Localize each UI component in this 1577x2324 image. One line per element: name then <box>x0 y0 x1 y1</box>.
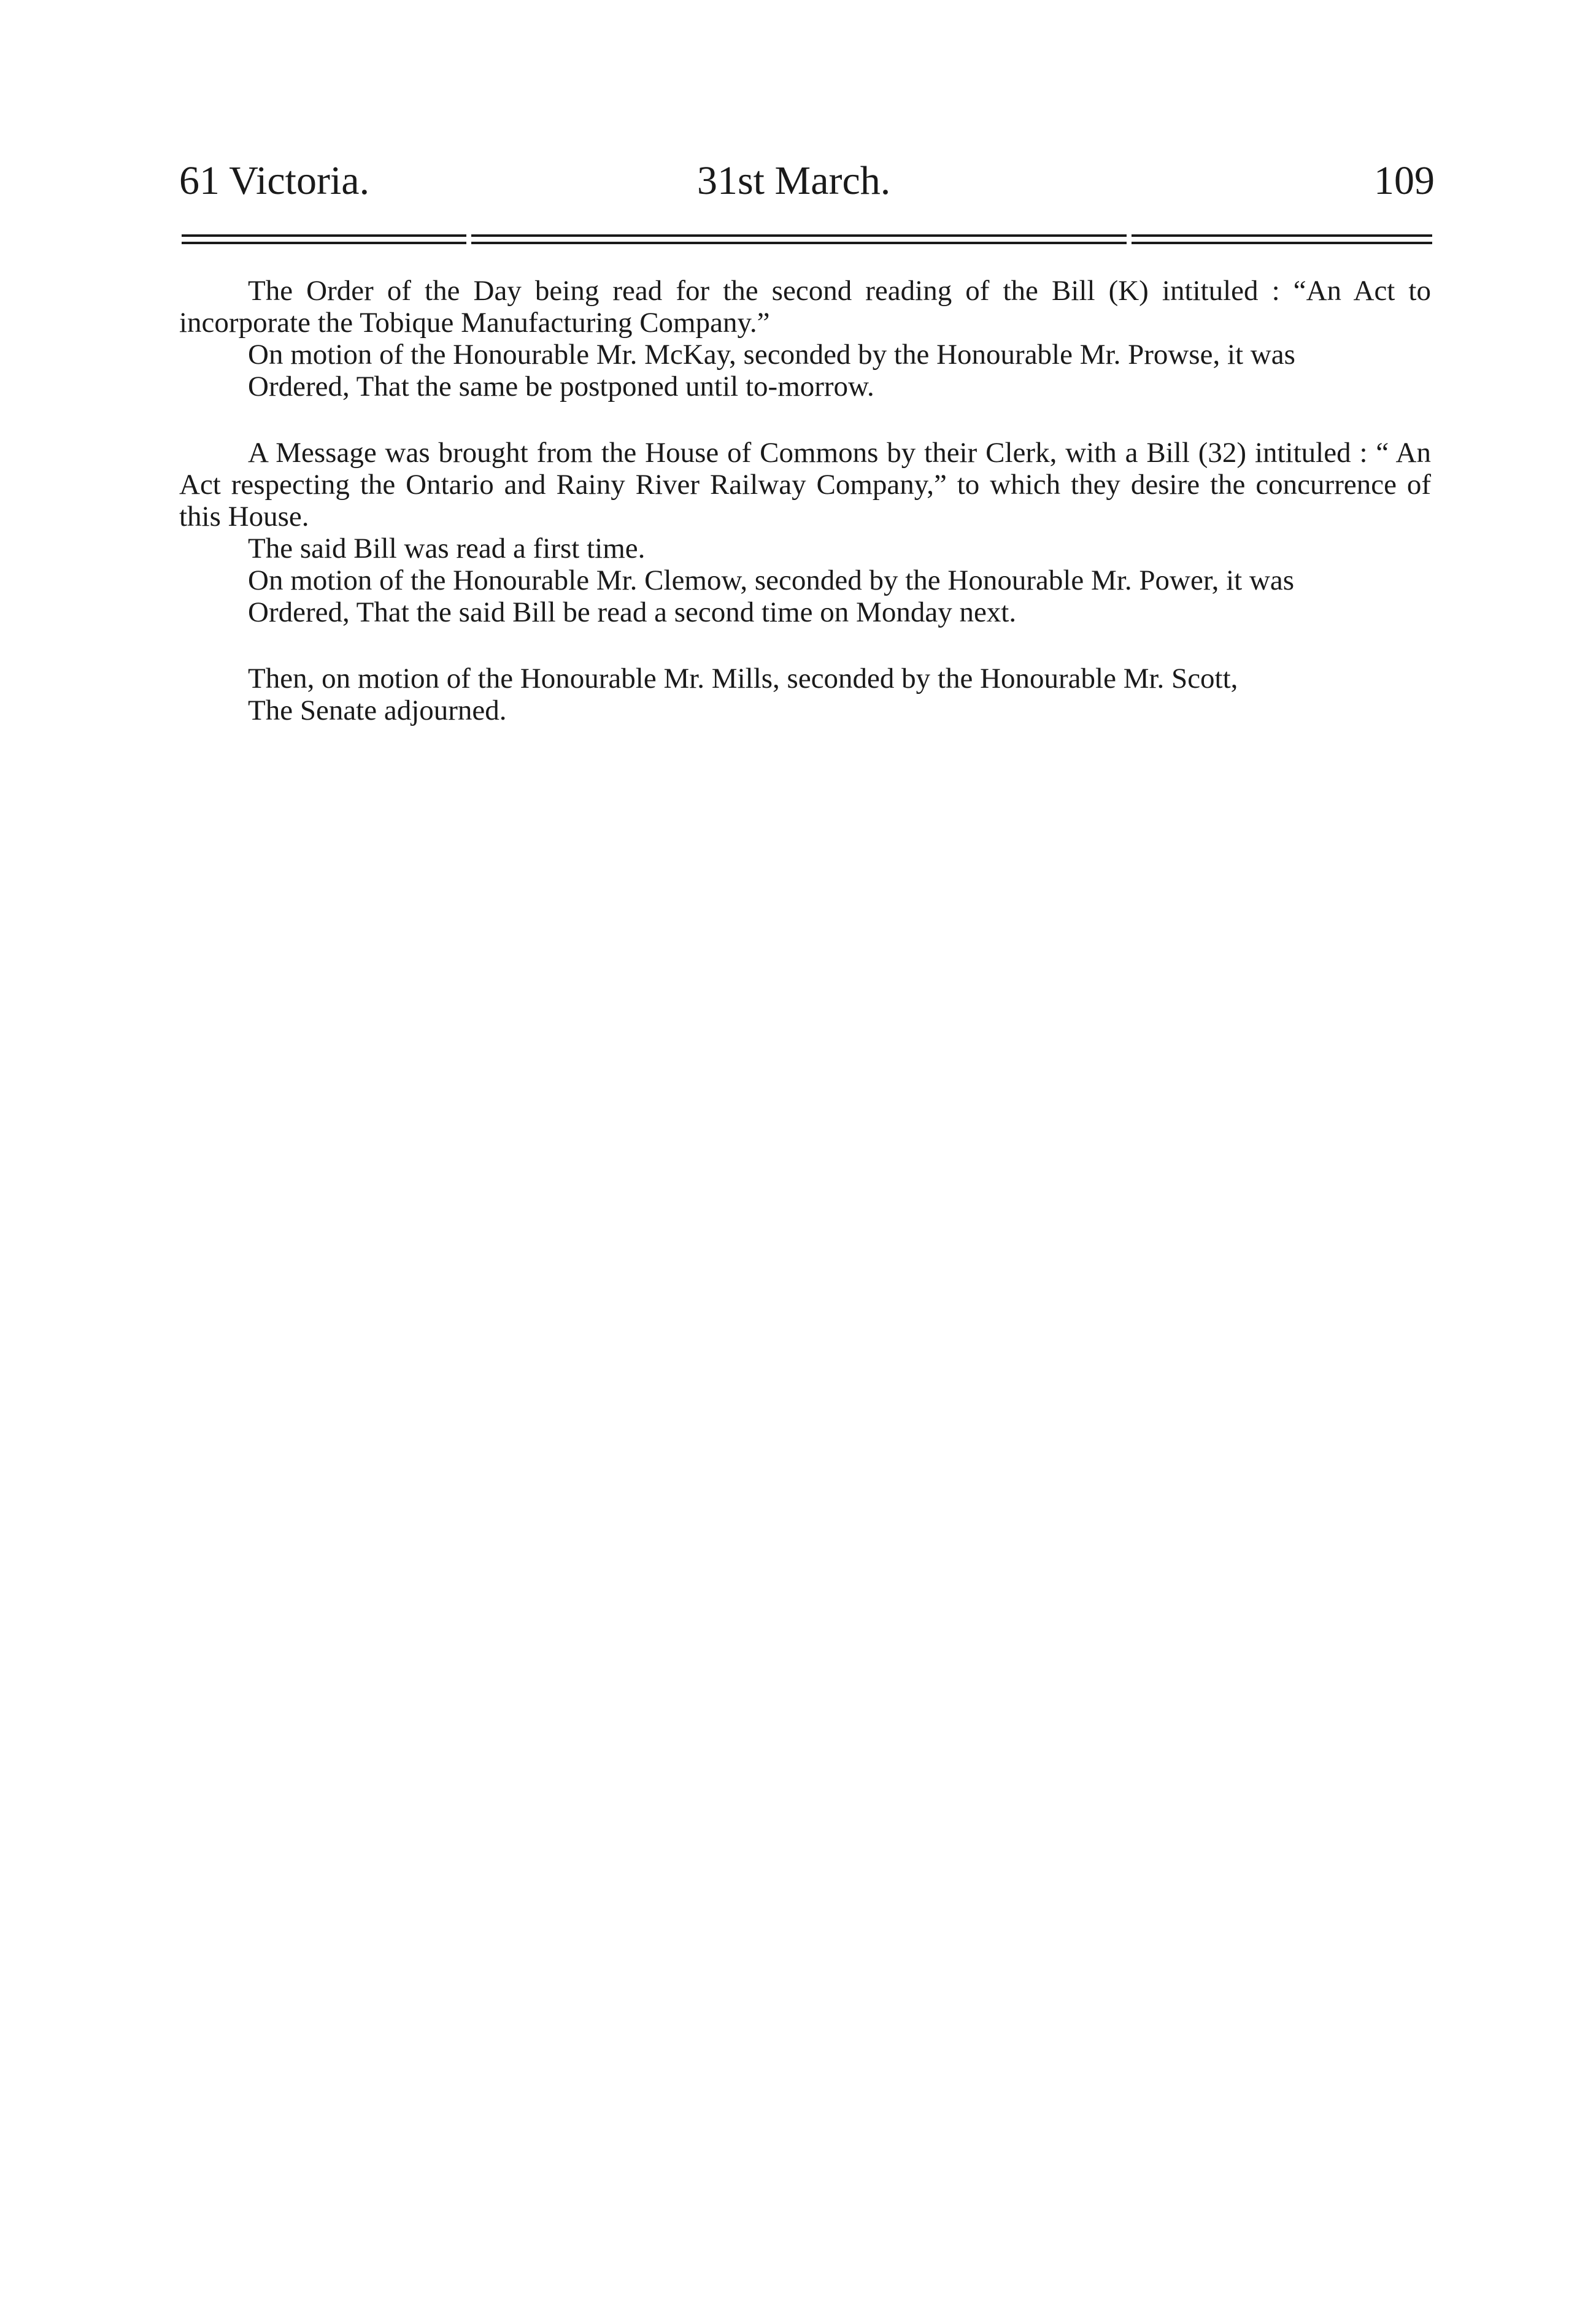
paragraph-senate-adjourned: The Senate adjourned. <box>248 695 507 726</box>
paragraph-message-commons: A Message was brought from the House of Commons by their Clerk, with a Bill (32) intituled : “ An Act respecting the Ontario and Rainy River Railway Company,” to which they desire the concurrence of this House. <box>179 437 1431 533</box>
running-head <box>179 153 1435 209</box>
header-date: 31st March. <box>697 158 891 203</box>
rule-segment <box>1132 233 1432 245</box>
paragraph-motion-mills: Then, on motion of the Honourable Mr. Mills, seconded by the Honourable Mr. Scott, <box>248 663 1238 695</box>
journal-body <box>179 275 1431 726</box>
header-double-rule <box>182 233 1432 245</box>
rule-segment <box>471 233 1127 245</box>
paragraph-ordered-postponed: Ordered, That the same be postponed until to-morrow. <box>248 371 874 402</box>
page-number: 109 <box>1374 158 1435 203</box>
paragraph-motion-mckay: On motion of the Honourable Mr. McKay, seconded by the Honourable Mr. Prowse, it was <box>248 339 1295 371</box>
rule-segment <box>182 233 466 245</box>
header-session: 61 Victoria. <box>179 158 370 203</box>
paragraph-first-reading: The said Bill was read a first time. <box>248 533 646 564</box>
paragraph-motion-clemow: On motion of the Honourable Mr. Clemow, seconded by the Honourable Mr. Power, it was <box>248 564 1295 596</box>
paragraph-order-of-day: The Order of the Day being read for the second reading of the Bill (K) intituled : “An Act to incorporate the Tobique Manufacturing Company.” <box>179 275 1431 339</box>
paragraph-ordered-second-reading: Ordered, That the said Bill be read a second time on Monday next. <box>248 596 1017 628</box>
